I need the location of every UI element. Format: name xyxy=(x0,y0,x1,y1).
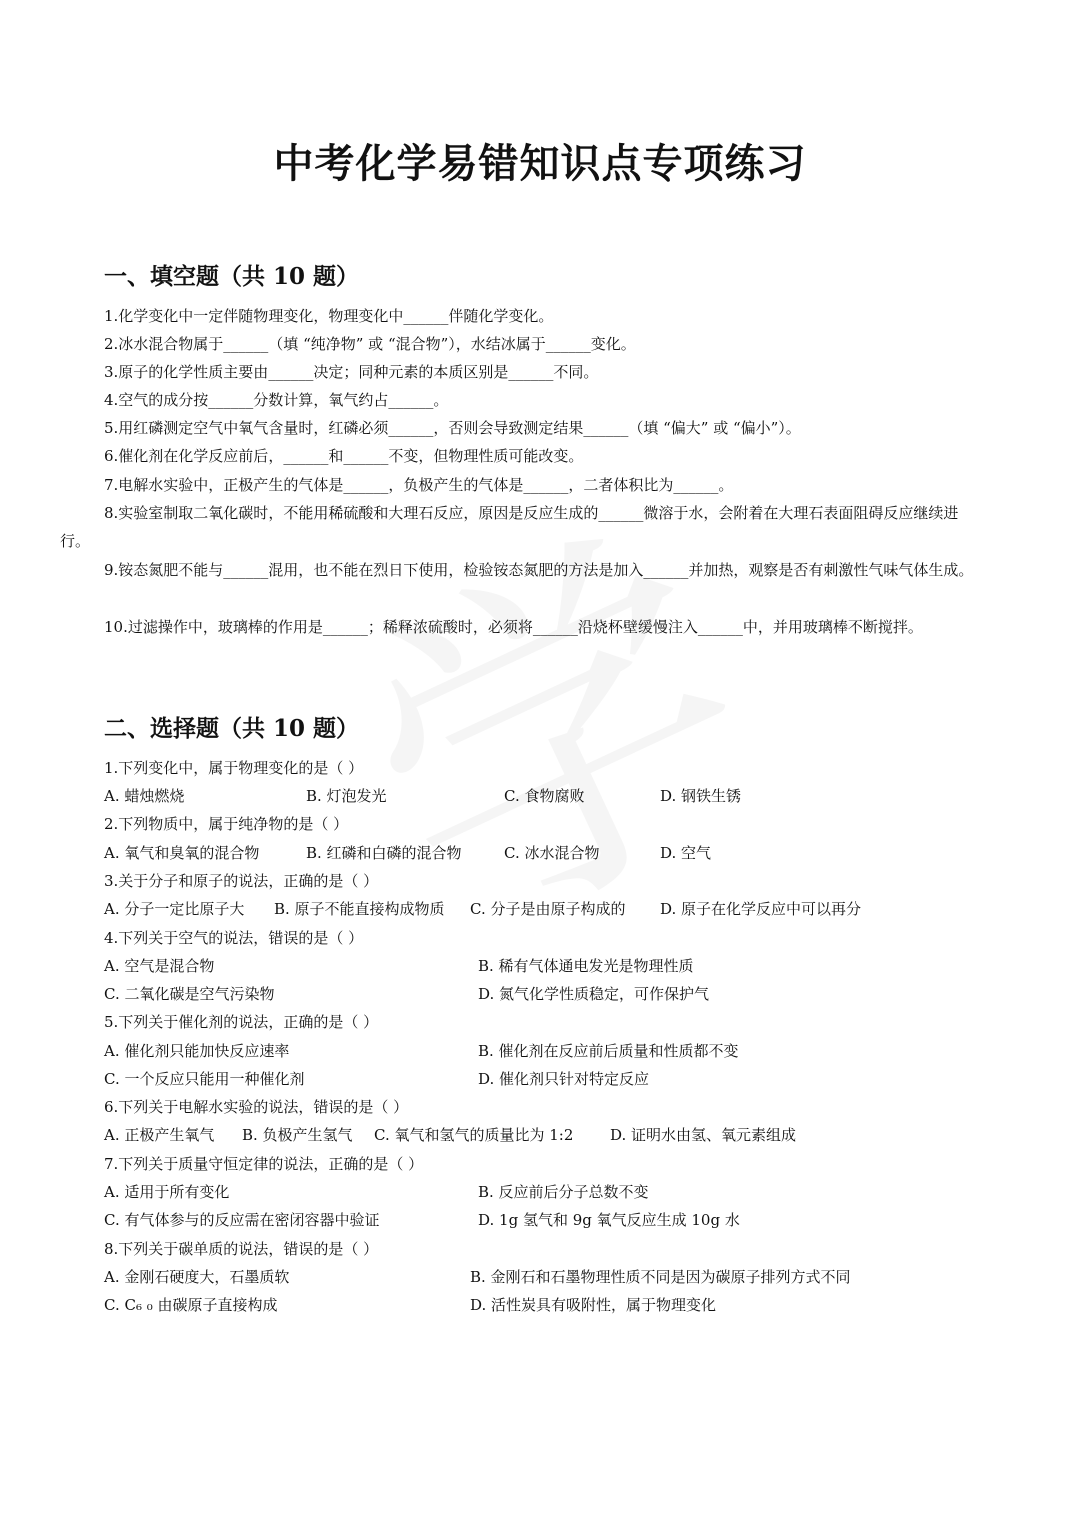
choice-question-1-option-a: A. 蜡烛燃烧 xyxy=(104,787,185,805)
choice-question-2-option-b: B. 红磷和白磷的混合物 xyxy=(306,844,462,862)
fill-question-5: 5.用红磷测定空气中氧气含量时，红磷必须______，否则会导致测定结果______（填 “偏大” 或 “偏小”）。 xyxy=(104,419,801,437)
choice-question-8-option-d: D. 活性炭具有吸附性，属于物理变化 xyxy=(470,1296,717,1314)
choice-question-7-option-d: D. 1g 氢气和 9g 氧气反应生成 10g 水 xyxy=(478,1211,740,1229)
choice-question-8-option-a: A. 金刚石硬度大，石墨质软 xyxy=(104,1268,290,1286)
choice-question-2-option-d: D. 空气 xyxy=(660,844,712,862)
fill-question-6: 6.催化剂在化学反应前后，______和______不变，但物理性质可能改变。 xyxy=(104,447,584,465)
choice-question-7-stem: 7.下列关于质量守恒定律的说法，正确的是（ ） xyxy=(104,1155,424,1173)
choice-question-8-option-c: C. C₆ ₀ 由碳原子直接构成 xyxy=(104,1296,278,1314)
choice-question-4-option-d: D. 氮气化学性质稳定，可作保护气 xyxy=(478,985,710,1003)
choice-question-5-option-c: C. 一个反应只能用一种催化剂 xyxy=(104,1070,305,1088)
choice-question-1-option-b: B. 灯泡发光 xyxy=(306,787,387,805)
choice-question-1-option-d: D. 钢铁生锈 xyxy=(660,787,742,805)
choice-question-5-option-d: D. 催化剂只针对特定反应 xyxy=(478,1070,650,1088)
fill-question-9: 9.铵态氮肥不能与______混用，也不能在烈日下使用，检验铵态氮肥的方法是加入______并加热，观察是否有刺激性气味气体生成。 xyxy=(104,561,974,579)
fill-question-1: 1.化学变化中一定伴随物理变化，物理变化中______伴随化学变化。 xyxy=(104,307,554,325)
choice-question-8-option-b: B. 金刚石和石墨物理性质不同是因为碳原子排列方式不同 xyxy=(470,1268,851,1286)
choice-question-7-option-a: A. 适用于所有变化 xyxy=(104,1183,230,1201)
choice-question-3-option-b: B. 原子不能直接构成物质 xyxy=(274,900,445,918)
choice-question-3-stem: 3.关于分子和原子的说法，正确的是（ ） xyxy=(104,872,379,890)
choice-question-3-option-a: A. 分子一定比原子大 xyxy=(104,900,245,918)
choice-question-6-option-c: C. 氧气和氢气的质量比为 1:2 xyxy=(374,1126,574,1144)
choice-question-7-option-c: C. 有气体参与的反应需在密闭容器中验证 xyxy=(104,1211,380,1229)
choice-question-4-option-c: C. 二氧化碳是空气污染物 xyxy=(104,985,275,1003)
choice-question-1-option-c: C. 食物腐败 xyxy=(504,787,585,805)
section-choice-title: 二、选择题（共 10 题） xyxy=(104,715,360,742)
choice-question-4-stem: 4.下列关于空气的说法，错误的是（ ） xyxy=(104,929,364,947)
choice-question-5-option-b: B. 催化剂在反应前后质量和性质都不变 xyxy=(478,1042,739,1060)
fill-question-2: 2.冰水混合物属于______（填 “纯净物” 或 “混合物”），水结冰属于______变化。 xyxy=(104,335,636,353)
choice-question-6-option-d: D. 证明水由氢、氧元素组成 xyxy=(610,1126,797,1144)
fill-question-7: 7.电解水实验中，正极产生的气体是______，负极产生的气体是______，二者体积比为______。 xyxy=(104,476,734,494)
fill-question-3: 3.原子的化学性质主要由______决定；同种元素的本质区别是______不同。 xyxy=(104,363,599,381)
choice-question-4-option-b: B. 稀有气体通电发光是物理性质 xyxy=(478,957,694,975)
choice-question-2-stem: 2.下列物质中，属于纯净物的是（ ） xyxy=(104,815,349,833)
choice-question-3-option-d: D. 原子在化学反应中可以再分 xyxy=(660,900,862,918)
choice-question-5-option-a: A. 催化剂只能加快反应速率 xyxy=(104,1042,290,1060)
choice-question-2-option-c: C. 冰水混合物 xyxy=(504,844,600,862)
choice-question-1-stem: 1.下列变化中，属于物理变化的是（ ） xyxy=(104,759,364,777)
choice-question-7-option-b: B. 反应前后分子总数不变 xyxy=(478,1183,649,1201)
page-title: 中考化学易错知识点专项练习 xyxy=(273,140,807,187)
choice-question-3-option-c: C. 分子是由原子构成的 xyxy=(470,900,626,918)
fill-question-4: 4.空气的成分按______分数计算，氧气约占______。 xyxy=(104,391,449,409)
choice-question-6-option-a: A. 正极产生氧气 xyxy=(104,1126,215,1144)
fill-question-10: 10.过滤操作中，玻璃棒的作用是______；稀释浓硫酸时，必须将______沿烧杯壁缓慢注入______中，并用玻璃棒不断搅拌。 xyxy=(104,618,923,636)
choice-question-6-stem: 6.下列关于电解水实验的说法，错误的是（ ） xyxy=(104,1098,409,1116)
fill-question-8: 8.实验室制取二氧化碳时，不能用稀硫酸和大理石反应，原因是反应生成的______微溶于水，会附着在大理石表面阻碍反应继续进行。 xyxy=(60,504,959,550)
choice-question-5-stem: 5.下列关于催化剂的说法，正确的是（ ） xyxy=(104,1013,379,1031)
section-fill-blank-title: 一、填空题（共 10 题） xyxy=(104,263,360,290)
choice-question-2-option-a: A. 氧气和臭氧的混合物 xyxy=(104,844,260,862)
choice-question-6-option-b: B. 负极产生氢气 xyxy=(242,1126,353,1144)
choice-question-4-option-a: A. 空气是混合物 xyxy=(104,957,215,975)
choice-question-8-stem: 8.下列关于碳单质的说法，错误的是（ ） xyxy=(104,1240,379,1258)
